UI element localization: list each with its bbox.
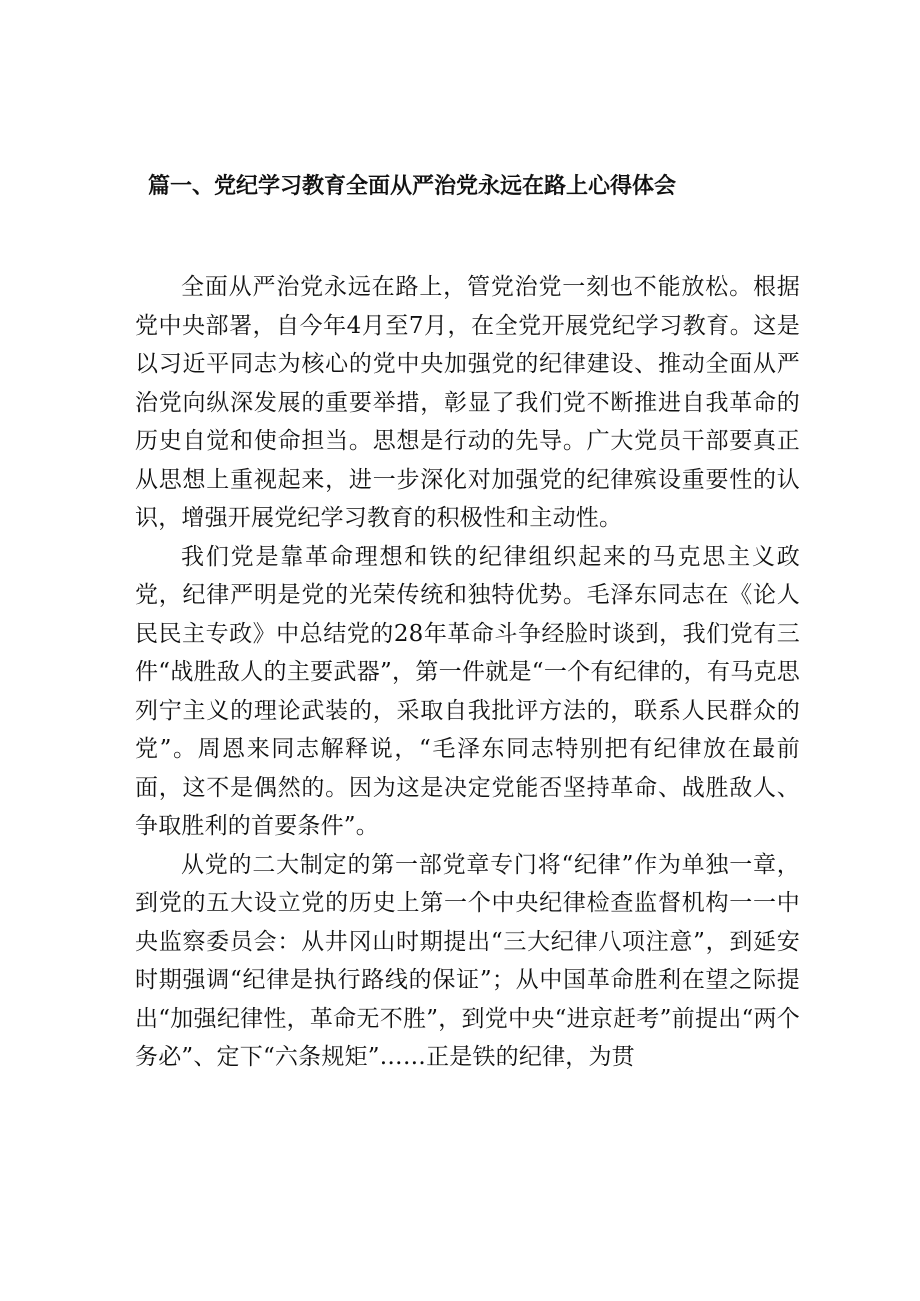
paragraph-2: 我们党是靠革命理想和铁的纪律组织起来的马克思主义政党，纪律严明是党的光荣传统和独特优势。毛泽东同志在《论人民民主专政》中总结党的28年革命斗争经脸时谈到，我们党有三件“战胜敌人的主要武器”，第一件就是“一个有纪律的，有马克思列宁主义的理论武装的，采取自我批评方法的，联系人民群众的党”。周恩来同志解释说，“毛泽东同志特别把有纪律放在最前面，这不是偶然的。因为这是决定党能否坚持革命、战胜敌人、争取胜利的首要条件”。	[135, 543, 800, 839]
paragraph-1: 全面从严治党永远在路上，管党治党一刻也不能放松。根据党中央部署，自今年4月至7月，在全党开展党纪学习教育。这是以习近平同志为核心的党中央加强党的纪律建设、推动全面从严治党向纵深发展的重要举措，彰显了我们党不断推进自我革命的历史自觉和使命担当。思想是行动的先导。广大党员干部要真正从思想上重视起来，进一步深化对加强党的纪律殡设重要性的认识，增强开展党纪学习教育的积极性和主动性。	[135, 274, 800, 531]
paragraph-3: 从党的二大制定的第一部党章专门将“纪律”作为单独一章，到党的五大设立党的历史上第一个中央纪律检查监督机构一一中央监察委员会：从井冈山时期提出“三大纪律八项注意”，到延安时期强调“纪律是执行路线的保证”；从中国革命胜利在望之际提出“加强纪律性，革命无不胜”，到党中央“进京赶考”前提出“两个务必”、定下“六条规矩”……正是铁的纪律，为贯	[135, 851, 800, 1070]
document-body	[135, 268, 800, 1077]
document-title: 篇一、党纪学习教育全面从严治党永远在路上心得体会	[148, 173, 677, 199]
